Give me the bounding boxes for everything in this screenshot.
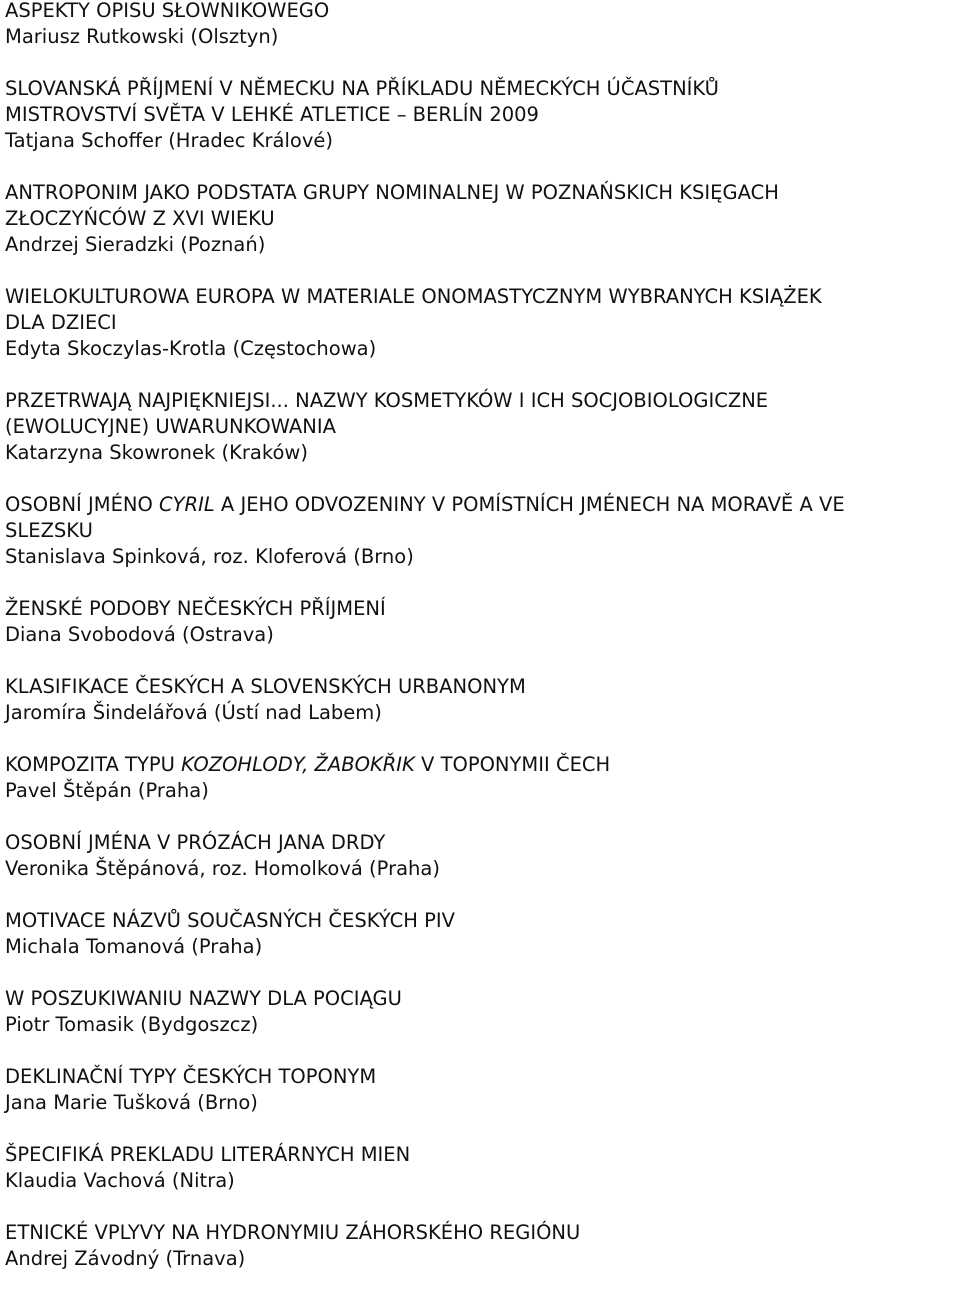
- entry-title: MOTIVACE NÁZVŮ SOUČASNÝCH ČESKÝCH PIV: [5, 909, 455, 932]
- list-item: [5, 674, 957, 726]
- list-item: [5, 180, 957, 258]
- entry-author: Katarzyna Skowronek (Kraków): [5, 441, 308, 464]
- list-item: [5, 1142, 957, 1194]
- list-item: [5, 908, 957, 960]
- entry-author: Michala Tomanová (Praha): [5, 935, 263, 958]
- entry-author: Diana Svobodová (Ostrava): [5, 623, 274, 646]
- entry-title: DLA DZIECI: [5, 311, 117, 334]
- entry-title: ETNICKÉ VPLYVY NA HYDRONYMIU ZÁHORSKÉHO REGIÓNU: [5, 1221, 581, 1244]
- entry-title: ZŁOCZYŃCÓW Z XVI WIEKU: [5, 207, 275, 230]
- entry-author: Jaromíra Šindelářová (Ústí nad Labem): [5, 701, 382, 724]
- entry-title: DEKLINAČNÍ TYPY ČESKÝCH TOPONYM: [5, 1065, 377, 1088]
- entry-author: Tatjana Schoffer (Hradec Králové): [5, 129, 333, 152]
- list-item: [5, 0, 957, 50]
- list-item: [5, 752, 957, 804]
- list-item: [5, 1220, 957, 1272]
- entry-title: SLEZSKU: [5, 519, 93, 542]
- entry-title: SLOVANSKÁ PŘÍJMENÍ V NĚMECKU NA PŘÍKLADU NĚMECKÝCH ÚČASTNÍKŮ: [5, 77, 719, 100]
- entry-author: Stanislava Spinková, roz. Kloferová (Brno): [5, 545, 414, 568]
- title-italic-text: CYRIL: [159, 493, 215, 516]
- entry-title: (EWOLUCYJNE) UWARUNKOWANIA: [5, 415, 336, 438]
- list-item: [5, 76, 957, 154]
- list-item: [5, 388, 957, 466]
- title-text: OSOBNÍ JMÉNO: [5, 493, 160, 516]
- entry-author: Mariusz Rutkowski (Olsztyn): [5, 25, 279, 48]
- title-text: A JEHO ODVOZENINY V POMÍSTNÍCH JMÉNECH NA MORAVĚ A VE: [214, 493, 845, 516]
- entry-author: Pavel Štěpán (Praha): [5, 779, 209, 802]
- entry-author: Klaudia Vachová (Nitra): [5, 1169, 235, 1192]
- list-item: [5, 830, 957, 882]
- document-page: [5, 0, 957, 1298]
- entry-title: OSOBNÍ JMÉNA V PRÓZÁCH JANA DRDY: [5, 831, 386, 854]
- title-italic-text: KOZOHLODY, ŽABOKŘIK: [181, 753, 415, 776]
- entry-title: ASPEKTY OPISU SŁOWNIKOWEGO: [5, 0, 330, 22]
- entry-title: MISTROVSTVÍ SVĚTA V LEHKÉ ATLETICE – BERLÍN 2009: [5, 103, 539, 126]
- list-item: [5, 986, 957, 1038]
- entry-title: KLASIFIKACE ČESKÝCH A SLOVENSKÝCH URBANONYM: [5, 675, 526, 698]
- entry-author: Andrzej Sieradzki (Poznań): [5, 233, 266, 256]
- entry-title: ŽENSKÉ PODOBY NEČESKÝCH PŘÍJMENÍ: [5, 597, 386, 620]
- list-item: [5, 492, 957, 570]
- entry-author: Piotr Tomasik (Bydgoszcz): [5, 1013, 259, 1036]
- entry-author: Jana Marie Tušková (Brno): [5, 1091, 258, 1114]
- entry-author: Andrej Závodný (Trnava): [5, 1247, 246, 1270]
- entry-title: WIELOKULTUROWA EUROPA W MATERIALE ONOMASTYCZNYM WYBRANYCH KSIĄŻEK: [5, 285, 822, 308]
- entry-title: ANTROPONIM JAKO PODSTATA GRUPY NOMINALNEJ W POZNAŃSKICH KSIĘGACH: [5, 181, 779, 204]
- entry-title: [5, 752, 957, 778]
- entry-title: PRZETRWAJĄ NAJPIĘKNIEJSI... NAZWY KOSMETYKÓW I ICH SOCJOBIOLOGICZNE: [5, 389, 769, 412]
- list-item: [5, 1064, 957, 1116]
- entry-title: W POSZUKIWANIU NAZWY DLA POCIĄGU: [5, 987, 402, 1010]
- title-text: V TOPONYMII ČECH: [414, 753, 611, 776]
- title-text: KOMPOZITA TYPU: [5, 753, 182, 776]
- entry-title: ŠPECIFIKÁ PREKLADU LITERÁRNYCH MIEN: [5, 1143, 411, 1166]
- entry-author: Veronika Štěpánová, roz. Homolková (Praha): [5, 857, 440, 880]
- list-item: [5, 596, 957, 648]
- entry-author: Edyta Skoczylas-Krotla (Częstochowa): [5, 337, 377, 360]
- entry-title: [5, 492, 957, 518]
- list-item: [5, 284, 957, 362]
